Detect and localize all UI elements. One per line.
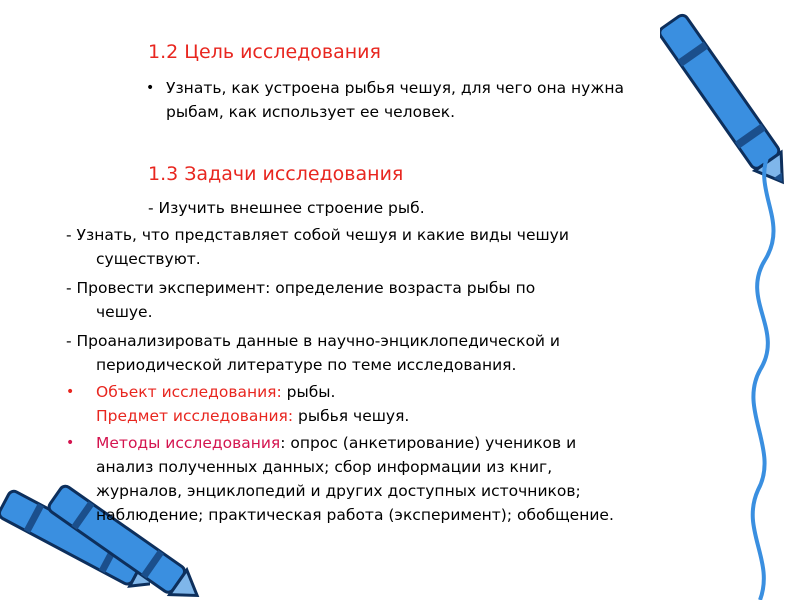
goal-line-2: рыбам, как использует ее человек. [166, 103, 456, 121]
object-bullet: • [66, 384, 75, 400]
tasks-heading: 1.3 Задачи исследования [148, 163, 404, 185]
task-2-line-1: - Провести эксперимент: определение возраста рыбы по [66, 279, 536, 297]
methods-bullet: • [66, 435, 75, 451]
methods-line-3: журналов, энциклопедий и других доступных источников; [96, 482, 581, 500]
methods-label: Методы исследования [96, 434, 281, 452]
goal-line-1: Узнать, как устроена рыбья чешуя, для чего она нужна [166, 79, 624, 97]
methods-line-2: анализ полученных данных; сбор информации из книг, [96, 458, 553, 476]
object-label: Объект исследования: [96, 383, 282, 401]
subject-value: рыбья чешуя. [293, 407, 410, 425]
goal-heading: 1.2 Цель исследования [148, 41, 381, 63]
task-1-line-1: - Узнать, что представляет собой чешуя и какие виды чешуи [66, 226, 569, 244]
methods-line-4: наблюдение; практическая работа (эксперимент); обобщение. [96, 506, 614, 524]
subject-label: Предмет исследования: [96, 407, 294, 425]
task-3-line-2: периодической литературе по теме исследования. [96, 356, 517, 374]
methods-line-1-rest: : опрос (анкетирование) учеников и [280, 434, 577, 452]
subject-line [96, 406, 409, 427]
task-1-line-2: существуют. [96, 250, 201, 268]
task-2-line-2: чешуе. [96, 303, 153, 321]
task-3-line-1: - Проанализировать данные в научно-энциклопедической и [66, 332, 561, 350]
object-line [96, 382, 335, 403]
task-0: - Изучить внешнее строение рыб. [148, 199, 425, 217]
object-value: рыбы. [281, 383, 336, 401]
goal-bullet: • [146, 80, 155, 96]
methods-line-1 [96, 433, 576, 454]
scribble-line-icon [730, 150, 800, 600]
